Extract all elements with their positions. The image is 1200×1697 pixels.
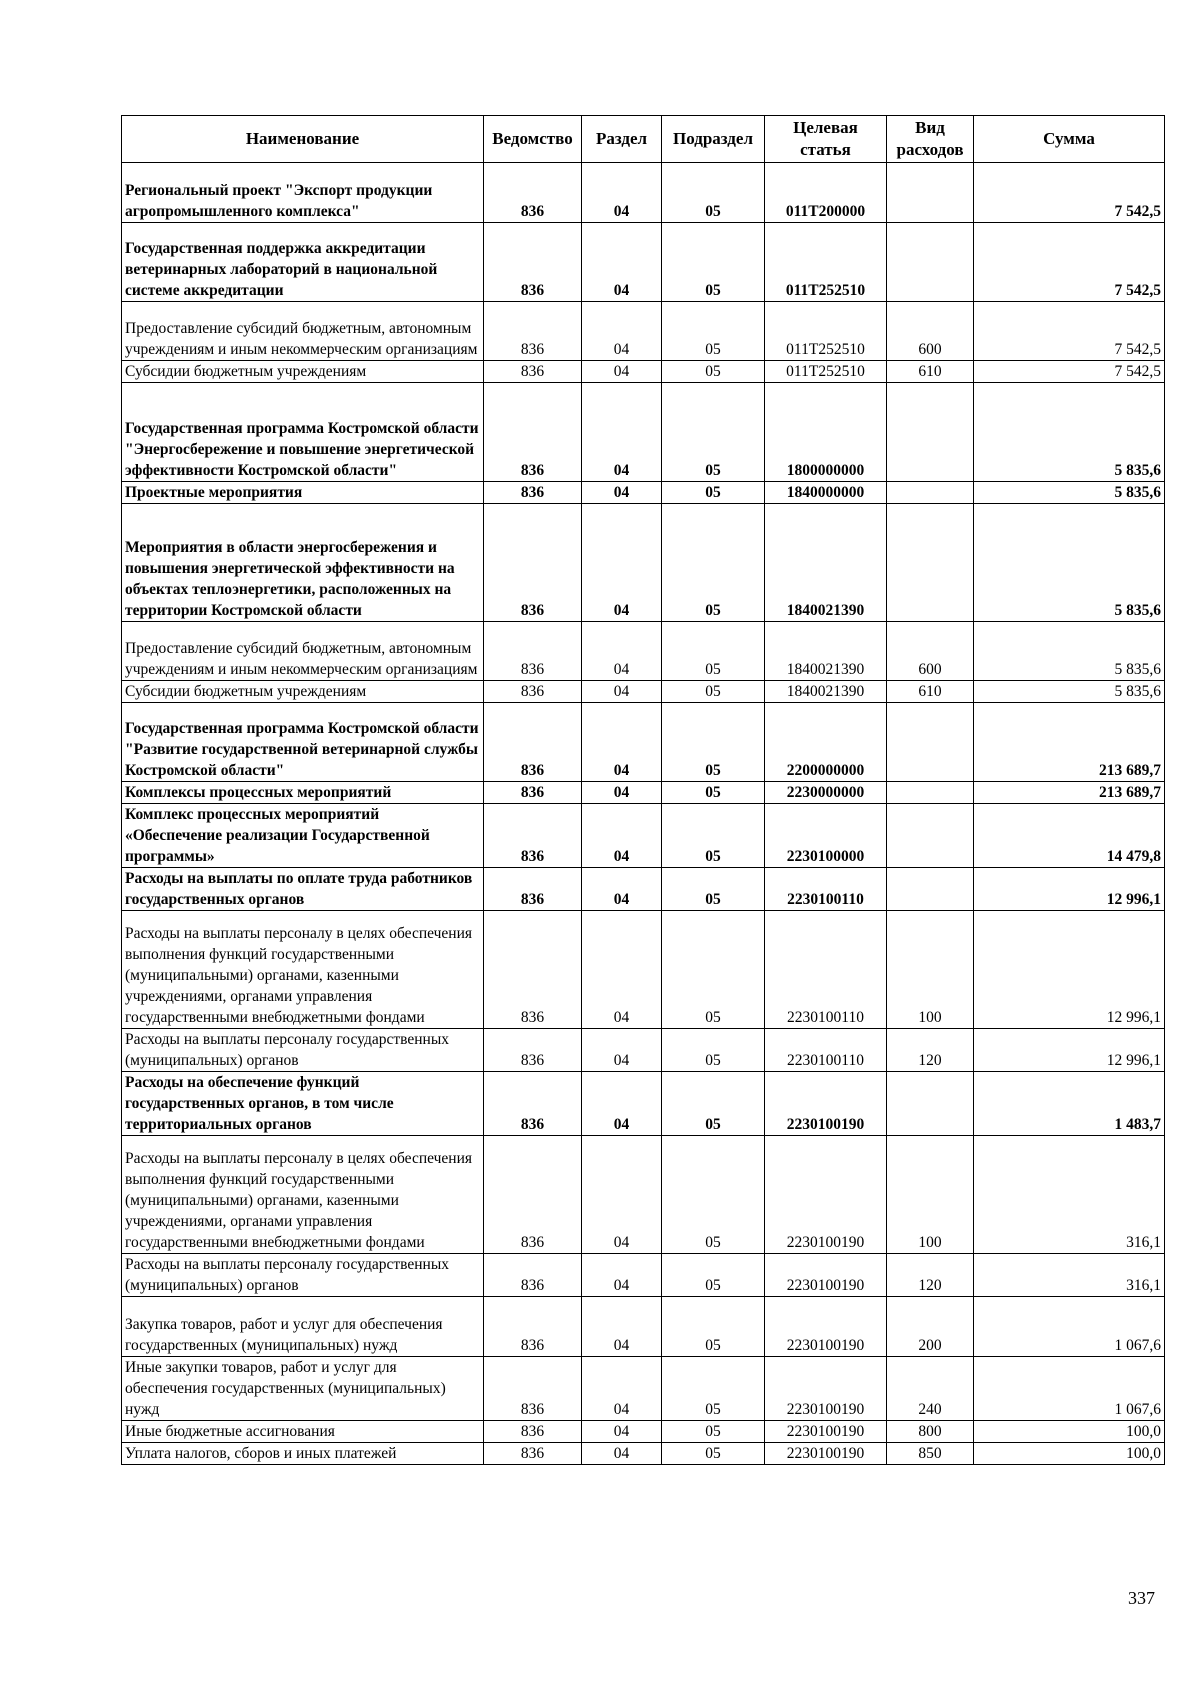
row-section: 04 (582, 163, 662, 223)
row-subsection: 05 (662, 1029, 765, 1072)
row-target-item: 1840021390 (765, 681, 887, 703)
row-section: 04 (582, 383, 662, 482)
row-name: Уплата налогов, сборов и иных платежей (122, 1442, 484, 1464)
row-subsection: 05 (662, 361, 765, 383)
row-section: 04 (582, 503, 662, 621)
row-target-item: 2230100190 (765, 1420, 887, 1442)
row-expense-type: 100 (887, 1136, 974, 1254)
row-department: 836 (484, 868, 582, 911)
row-expense-type: 850 (887, 1442, 974, 1464)
row-subsection: 05 (662, 383, 765, 482)
table-row (122, 1136, 1165, 1254)
row-subsection: 05 (662, 1136, 765, 1254)
table-row (122, 1029, 1165, 1072)
row-name: Субсидии бюджетным учреждениям (122, 681, 484, 703)
row-section: 04 (582, 782, 662, 804)
row-amount: 7 542,5 (974, 301, 1165, 361)
row-amount: 1 483,7 (974, 1072, 1165, 1136)
row-subsection: 05 (662, 868, 765, 911)
row-name: Субсидии бюджетным учреждениям (122, 361, 484, 383)
row-section: 04 (582, 1420, 662, 1442)
table-row (122, 782, 1165, 804)
row-target-item: 2200000000 (765, 703, 887, 782)
row-target-item: 2230100190 (765, 1072, 887, 1136)
row-amount: 100,0 (974, 1442, 1165, 1464)
row-expense-type: 120 (887, 1029, 974, 1072)
table-row (122, 621, 1165, 681)
row-target-item: 1840000000 (765, 481, 887, 503)
row-section: 04 (582, 804, 662, 868)
row-target-item: 2230100190 (765, 1356, 887, 1420)
row-amount: 5 835,6 (974, 503, 1165, 621)
column-header-department: Ведомство (484, 116, 582, 163)
row-subsection: 05 (662, 1254, 765, 1297)
row-amount: 7 542,5 (974, 163, 1165, 223)
table-row (122, 703, 1165, 782)
row-target-item: 2230100190 (765, 1254, 887, 1297)
row-name: Закупка товаров, работ и услуг для обеспечения государственных (муниципальных) нужд (122, 1297, 484, 1357)
table-row (122, 1072, 1165, 1136)
row-expense-type (887, 868, 974, 911)
table-row (122, 1356, 1165, 1420)
row-department: 836 (484, 1136, 582, 1254)
row-amount: 316,1 (974, 1254, 1165, 1297)
row-subsection: 05 (662, 911, 765, 1029)
row-target-item: 2230100110 (765, 911, 887, 1029)
row-department: 836 (484, 222, 582, 301)
row-expense-type (887, 1072, 974, 1136)
row-amount: 5 835,6 (974, 481, 1165, 503)
row-department: 836 (484, 1356, 582, 1420)
row-name: Иные бюджетные ассигнования (122, 1420, 484, 1442)
row-subsection: 05 (662, 481, 765, 503)
row-amount: 316,1 (974, 1136, 1165, 1254)
row-department: 836 (484, 681, 582, 703)
row-subsection: 05 (662, 1356, 765, 1420)
column-header-section: Раздел (582, 116, 662, 163)
row-name: Предоставление субсидий бюджетным, автономным учреждениям и иным некоммерческим организациям (122, 621, 484, 681)
row-expense-type (887, 503, 974, 621)
table-row (122, 222, 1165, 301)
row-department: 836 (484, 301, 582, 361)
row-subsection: 05 (662, 1442, 765, 1464)
row-amount: 7 542,5 (974, 361, 1165, 383)
row-target-item: 2230100190 (765, 1297, 887, 1357)
row-expense-type: 100 (887, 911, 974, 1029)
row-section: 04 (582, 1072, 662, 1136)
column-header-name: Наименование (122, 116, 484, 163)
row-department: 836 (484, 782, 582, 804)
row-section: 04 (582, 1136, 662, 1254)
row-subsection: 05 (662, 782, 765, 804)
row-section: 04 (582, 481, 662, 503)
table-body (122, 163, 1165, 1465)
row-target-item: 2230100190 (765, 1442, 887, 1464)
row-subsection: 05 (662, 163, 765, 223)
row-name: Расходы на выплаты персоналу государственных (муниципальных) органов (122, 1254, 484, 1297)
row-target-item: 1840021390 (765, 503, 887, 621)
row-name: Иные закупки товаров, работ и услуг для обеспечения государственных (муниципальных) нужд (122, 1356, 484, 1420)
row-section: 04 (582, 621, 662, 681)
row-expense-type: 610 (887, 681, 974, 703)
row-target-item: 011T200000 (765, 163, 887, 223)
row-amount: 5 835,6 (974, 383, 1165, 482)
table-row (122, 804, 1165, 868)
row-name: Предоставление субсидий бюджетным, автономным учреждениям и иным некоммерческим организациям (122, 301, 484, 361)
row-department: 836 (484, 1442, 582, 1464)
row-section: 04 (582, 361, 662, 383)
row-name: Проектные мероприятия (122, 481, 484, 503)
row-amount: 14 479,8 (974, 804, 1165, 868)
row-department: 836 (484, 911, 582, 1029)
row-target-item: 2230100000 (765, 804, 887, 868)
row-expense-type (887, 703, 974, 782)
row-expense-type: 240 (887, 1356, 974, 1420)
column-header-subsection: Подраздел (662, 116, 765, 163)
row-department: 836 (484, 1297, 582, 1357)
row-name: Государственная программа Костромской области "Развитие государственной ветеринарной службы Костромской области" (122, 703, 484, 782)
row-name: Государственная поддержка аккредитации ветеринарных лабораторий в национальной системе аккредитации (122, 222, 484, 301)
row-subsection: 05 (662, 681, 765, 703)
row-department: 836 (484, 481, 582, 503)
row-department: 836 (484, 1420, 582, 1442)
row-amount: 12 996,1 (974, 868, 1165, 911)
table-row (122, 1420, 1165, 1442)
row-subsection: 05 (662, 703, 765, 782)
budget-table (121, 115, 1165, 1465)
row-subsection: 05 (662, 301, 765, 361)
row-amount: 12 996,1 (974, 911, 1165, 1029)
row-subsection: 05 (662, 621, 765, 681)
row-department: 836 (484, 703, 582, 782)
row-name: Расходы на выплаты по оплате труда работников государственных органов (122, 868, 484, 911)
table-header-row (122, 116, 1165, 163)
row-amount: 213 689,7 (974, 782, 1165, 804)
row-department: 836 (484, 383, 582, 482)
row-target-item: 1840021390 (765, 621, 887, 681)
row-amount: 1 067,6 (974, 1356, 1165, 1420)
table-row (122, 383, 1165, 482)
row-department: 836 (484, 1072, 582, 1136)
table-row (122, 1442, 1165, 1464)
column-header-amount: Сумма (974, 116, 1165, 163)
row-section: 04 (582, 301, 662, 361)
row-name: Государственная программа Костромской области "Энергосбережение и повышение энергетической эффективности Костромской области" (122, 383, 484, 482)
row-subsection: 05 (662, 1420, 765, 1442)
row-section: 04 (582, 1356, 662, 1420)
row-department: 836 (484, 503, 582, 621)
row-target-item: 1800000000 (765, 383, 887, 482)
row-section: 04 (582, 222, 662, 301)
row-section: 04 (582, 911, 662, 1029)
row-amount: 7 542,5 (974, 222, 1165, 301)
row-expense-type (887, 383, 974, 482)
row-expense-type (887, 222, 974, 301)
table-row (122, 911, 1165, 1029)
column-header-target-item: Целевая статья (765, 116, 887, 163)
row-name: Расходы на выплаты персоналу государственных (муниципальных) органов (122, 1029, 484, 1072)
row-amount: 5 835,6 (974, 681, 1165, 703)
row-subsection: 05 (662, 804, 765, 868)
row-department: 836 (484, 163, 582, 223)
row-name: Расходы на выплаты персоналу в целях обеспечения выполнения функций государственными (муниципальными) органами, казенными учреждениями, органами управления государственными внебюджетными фондами (122, 911, 484, 1029)
row-department: 836 (484, 1029, 582, 1072)
row-expense-type: 610 (887, 361, 974, 383)
row-expense-type (887, 481, 974, 503)
row-target-item: 011T252510 (765, 361, 887, 383)
row-name: Комплексы процессных мероприятий (122, 782, 484, 804)
row-amount: 213 689,7 (974, 703, 1165, 782)
table-row (122, 1254, 1165, 1297)
row-amount: 100,0 (974, 1420, 1165, 1442)
row-name: Расходы на выплаты персоналу в целях обеспечения выполнения функций государственными (муниципальными) органами, казенными учреждениями, органами управления государственными внебюджетными фондами (122, 1136, 484, 1254)
row-amount: 12 996,1 (974, 1029, 1165, 1072)
row-department: 836 (484, 1254, 582, 1297)
row-expense-type: 120 (887, 1254, 974, 1297)
row-expense-type: 200 (887, 1297, 974, 1357)
row-target-item: 011T252510 (765, 222, 887, 301)
row-subsection: 05 (662, 222, 765, 301)
row-section: 04 (582, 1297, 662, 1357)
row-section: 04 (582, 1442, 662, 1464)
row-name: Мероприятия в области энергосбережения и повышения энергетической эффективности на объектах теплоэнергетики, расположенных на территории Костромской области (122, 503, 484, 621)
row-expense-type (887, 804, 974, 868)
row-amount: 5 835,6 (974, 621, 1165, 681)
row-name: Расходы на обеспечение функций государственных органов, в том числе территориальных органов (122, 1072, 484, 1136)
row-section: 04 (582, 1029, 662, 1072)
row-target-item: 2230000000 (765, 782, 887, 804)
row-expense-type: 600 (887, 621, 974, 681)
table-row (122, 503, 1165, 621)
row-section: 04 (582, 681, 662, 703)
row-department: 836 (484, 361, 582, 383)
row-section: 04 (582, 868, 662, 911)
table-row (122, 868, 1165, 911)
row-target-item: 2230100190 (765, 1136, 887, 1254)
row-subsection: 05 (662, 503, 765, 621)
row-department: 836 (484, 804, 582, 868)
table-row (122, 361, 1165, 383)
table-row (122, 481, 1165, 503)
row-target-item: 011T252510 (765, 301, 887, 361)
row-name: Комплекс процессных мероприятий «Обеспечение реализации Государственной программы» (122, 804, 484, 868)
row-expense-type (887, 782, 974, 804)
table-row (122, 681, 1165, 703)
row-name: Региональный проект "Экспорт продукции агропромышленного комплекса" (122, 163, 484, 223)
row-section: 04 (582, 703, 662, 782)
table-row (122, 163, 1165, 223)
row-amount: 1 067,6 (974, 1297, 1165, 1357)
table-row (122, 301, 1165, 361)
page-number: 337 (1128, 1588, 1155, 1608)
column-header-expense-type: Вид расходов (887, 116, 974, 163)
row-target-item: 2230100110 (765, 1029, 887, 1072)
row-department: 836 (484, 621, 582, 681)
row-expense-type: 600 (887, 301, 974, 361)
row-target-item: 2230100110 (765, 868, 887, 911)
row-expense-type (887, 163, 974, 223)
row-subsection: 05 (662, 1072, 765, 1136)
row-subsection: 05 (662, 1297, 765, 1357)
row-section: 04 (582, 1254, 662, 1297)
row-expense-type: 800 (887, 1420, 974, 1442)
table-row (122, 1297, 1165, 1357)
